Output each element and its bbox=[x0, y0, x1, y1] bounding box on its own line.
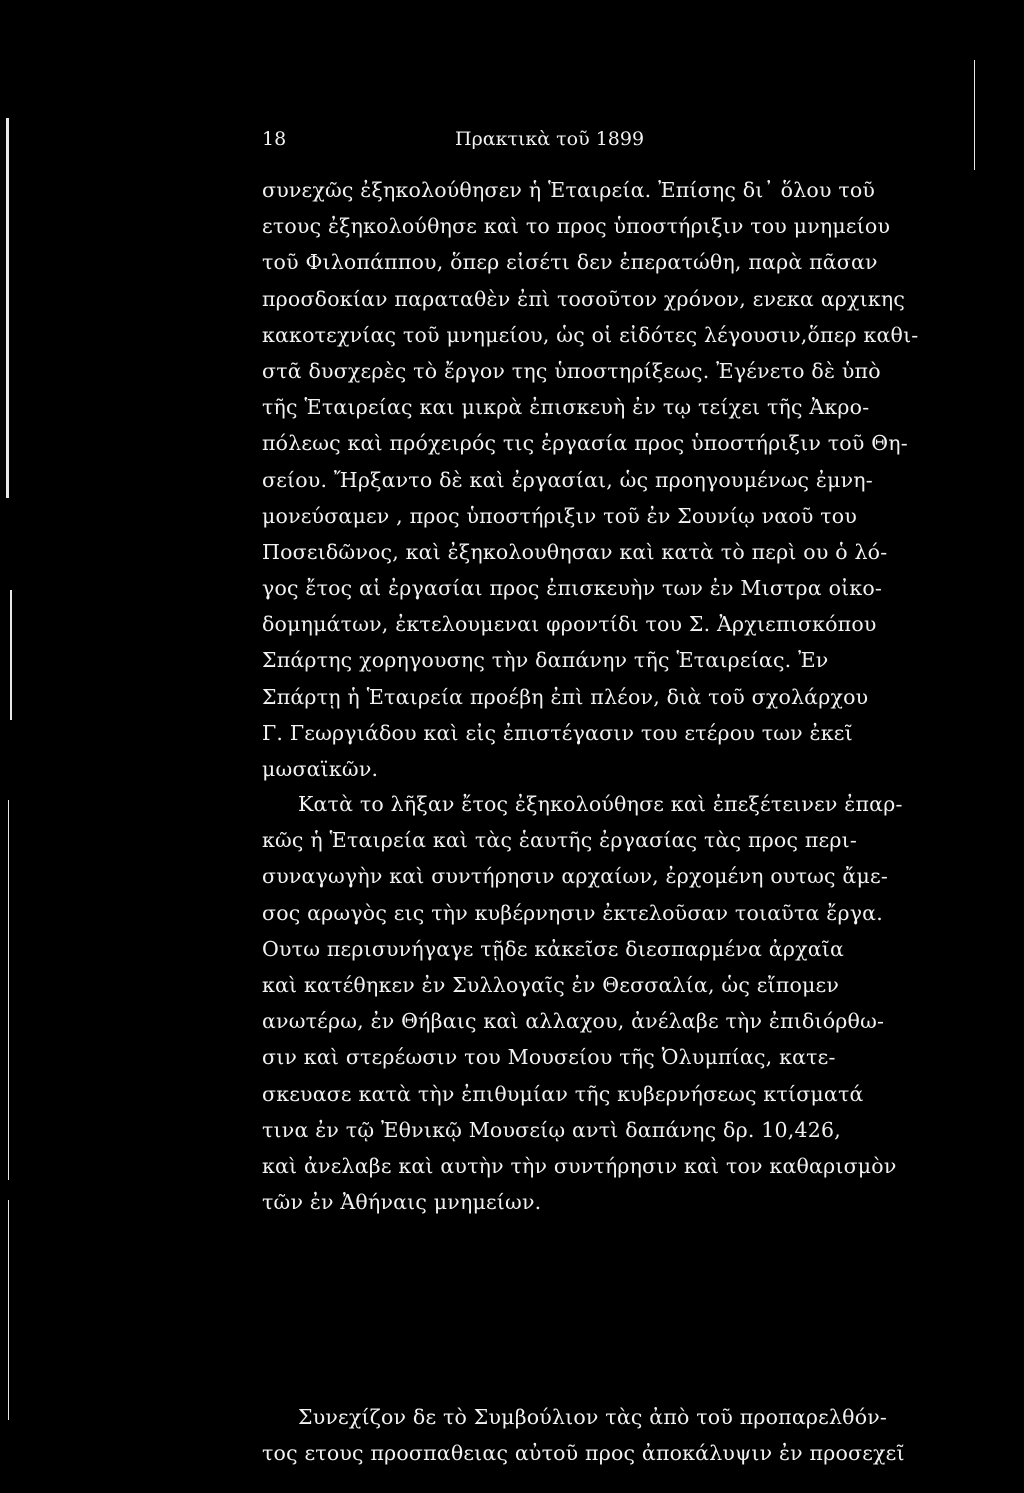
text-line: τῆς Ἑταιρείας και μικρὰ ἐπισκευὴ ἐν τῳ τείχει τῆς Ἀκρο- bbox=[262, 395, 870, 420]
paragraph-1 bbox=[262, 172, 919, 787]
text-line: μωσαϊκῶν. bbox=[262, 757, 379, 781]
scan-edge-left-3 bbox=[8, 800, 9, 1180]
text-line: πόλεως καὶ πρόχειρός τις ἐργασία προς ὑποστήριξιν τοῦ Θη- bbox=[262, 431, 908, 456]
running-title: Πρακτικὰ τοῦ 1899 bbox=[455, 128, 645, 150]
paragraph-2 bbox=[262, 786, 902, 1220]
text-line: τῶν ἐν Ἀθήναις μνημείων. bbox=[262, 1190, 542, 1215]
text-line: τοῦ Φιλοπάππου, ὅπερ εἰσέτι δεν ἐπερατώθη, παρὰ πᾶσαν bbox=[262, 250, 878, 275]
text-line: ετους ἐξηκολούθησε καὶ το προς ὑποστήριξιν του μνημείου bbox=[262, 214, 891, 239]
text-line: συνεχῶς ἐξηκολούθησεν ἡ Ἑταιρεία. Ἐπίσης δι᾽ ὅλου τοῦ bbox=[262, 178, 876, 202]
page-header bbox=[262, 128, 902, 158]
text-line: καὶ ἀνελαβε καὶ αυτὴν τὴν συντήρησιν καὶ τον καθαρισμὸν bbox=[262, 1153, 897, 1178]
text-line: Συνεχίζον δε τὸ Συμβούλιον τὰς ἀπὸ τοῦ προπαρελθόν- bbox=[298, 1405, 888, 1429]
text-line: τινα ἐν τῷ Ἐθνικῷ Μουσείῳ αντὶ δαπάνης δρ. 10,426, bbox=[262, 1117, 841, 1142]
text-line: δομημάτων, ἐκτελουμεναι φροντίδι του Σ. Ἀρχιεπισκόπου bbox=[262, 612, 877, 637]
scan-edge-right-1 bbox=[974, 60, 975, 170]
text-line: Γ. Γεωργιάδου καὶ εἰς ἐπιστέγασιν του ετέρου των ἐκεῖ bbox=[262, 720, 853, 745]
paragraph-3 bbox=[262, 1399, 905, 1471]
text-line: στᾶ δυσχερὲς τὸ ἔργον της ὑποστηρίξεως. Ἐγένετο δὲ ὑπὸ bbox=[262, 358, 881, 383]
text-line: Σπάρτης χορηγουσης τὴν δαπάνην τῆς Ἑταιρείας. Ἐν bbox=[262, 648, 829, 673]
text-line: συναγωγὴν καὶ συντήρησιν αρχαίων, ἐρχομένη ουτως ἄμε- bbox=[262, 864, 888, 889]
text-line: Ουτω περισυνήγαγε τῇδε κἀκεῖσε διεσπαρμένα ἀρχαῖα bbox=[262, 936, 845, 961]
text-line: σκευασε κατὰ τὴν ἐπιθυμίαν τῆς κυβερνήσεως κτίσματά bbox=[262, 1081, 864, 1106]
text-line: κακοτεχνίας τοῦ μνημείου, ὡς οἱ εἰδότες λέγουσιν,ὅπερ καθι- bbox=[262, 322, 919, 347]
text-line: σος αρωγὸς εις τὴν κυβέρνησιν ἐκτελοῦσαν τοιαῦτα ἔργα. bbox=[262, 900, 883, 925]
scan-edge-left-4 bbox=[8, 1200, 9, 1420]
scan-edge-left-2 bbox=[10, 590, 12, 720]
text-line: κῶς ἡ Ἑταιρεία καὶ τὰς ἑαυτῆς ἐργασίας τὰς προς περι- bbox=[262, 828, 857, 853]
page-number: 18 bbox=[262, 128, 287, 150]
text-line: Κατὰ το λῆξαν ἔτος ἐξηκολούθησε καὶ ἐπεξέτεινεν ἐπαρ- bbox=[298, 792, 903, 816]
text-line: σείου. Ἤρξαντο δὲ καὶ ἐργασίαι, ὡς προηγουμένως ἐμνη- bbox=[262, 467, 873, 492]
text-line: σιν καὶ στερέωσιν του Μουσείου τῆς Ὀλυμπίας, κατε- bbox=[262, 1045, 836, 1070]
text-line: τος ετους προσπαθειας αὐτοῦ προς ἀποκάλυψιν ἐν προσεχεῖ bbox=[262, 1441, 905, 1466]
text-line: γος ἔτος αἱ ἐργασίαι προς ἐπισκευὴν των ἐν Μιστρα οἰκο- bbox=[262, 576, 883, 601]
text-line: Ποσειδῶνος, καὶ ἐξηκολουθησαν καὶ κατὰ τὸ περὶ ου ὁ λό- bbox=[262, 539, 888, 564]
text-line: Σπάρτῃ ἡ Ἑταιρεία προέβη ἐπὶ πλέον, διὰ τοῦ σχολάρχου bbox=[262, 684, 869, 709]
text-line: προσδοκίαν παραταθὲν ἐπὶ τοσοῦτον χρόνον, ενεκα αρχικης bbox=[262, 286, 906, 311]
text-line: καὶ κατέθηκεν ἐν Συλλογαῖς ἐν Θεσσαλία, ὡς εἴπομεν bbox=[262, 972, 839, 997]
text-line: μονεύσαμεν , προς ὑποστήριξιν τοῦ ἐν Σουνίῳ ναοῦ του bbox=[262, 503, 858, 528]
scan-edge-left-1 bbox=[6, 118, 9, 498]
text-line: ανωτέρω, ἐν Θήβαις καὶ αλλαχου, ἀνέλαβε τὴν ἐπιδιόρθω- bbox=[262, 1009, 885, 1034]
